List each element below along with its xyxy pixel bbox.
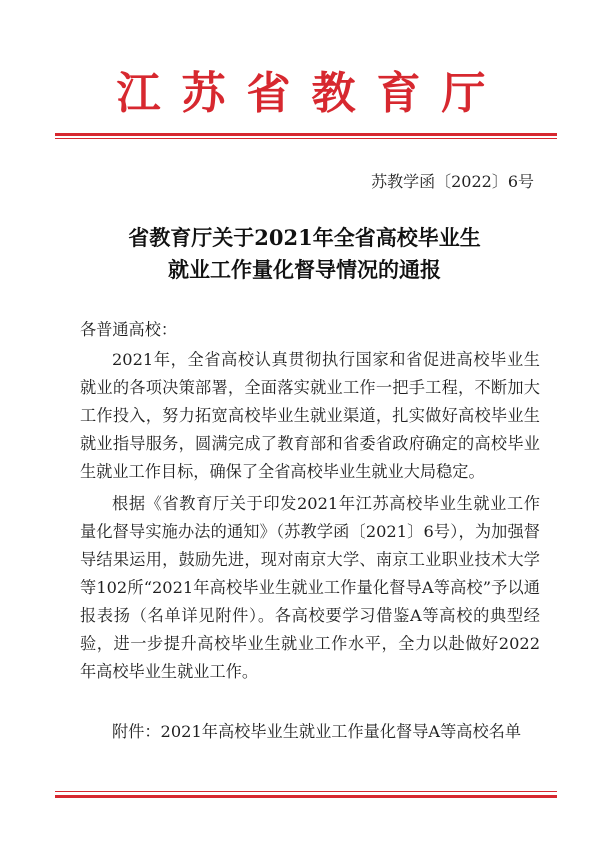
footer-rule-thick	[55, 795, 557, 798]
issuer-header: 江苏省教育厅	[116, 68, 507, 119]
attachment-line: 附件：2021年高校毕业生就业工作量化督导A等高校名单	[112, 722, 522, 741]
footer-rule-thin	[55, 791, 557, 792]
document-number: 苏教学函〔2022〕6号	[371, 172, 534, 191]
document-title-line1: 省教育厅关于2021年全省高校毕业生	[128, 225, 481, 250]
salutation: 各普通高校：	[80, 320, 178, 339]
document-title	[0, 222, 609, 286]
paragraph-2: 根据《省教育厅关于印发2021年江苏高校毕业生就业工作量化督导实施办法的通知》（苏教学函〔2021〕6号），为加强督导结果运用，鼓励先进，现对南京大学、南京工业职业技术大学等102所“2021年高校毕业生就业工作量化督导A等高校”予以通报表扬（名单详见附件）。各高校要学习借鉴A等高校的典型经验，进一步提升高校毕业生就业工作水平，全力以赴做好2022年高校毕业生就业工作。	[80, 494, 540, 681]
header-rule-thin	[55, 138, 557, 139]
paragraph-1: 2021年，全省高校认真贯彻执行国家和省促进高校毕业生就业的各项决策部署，全面落实就业工作一把手工程，不断加大工作投入，努力拓宽高校毕业生就业渠道，扎实做好高校毕业生就业指导服务，圆满完成了教育部和省委省政府确定的高校毕业生就业工作目标，确保了全省高校毕业生就业大局稳定。	[80, 350, 540, 481]
document-title-line2: 就业工作量化督导情况的通报	[168, 257, 441, 282]
header-rule-thick	[55, 133, 557, 136]
